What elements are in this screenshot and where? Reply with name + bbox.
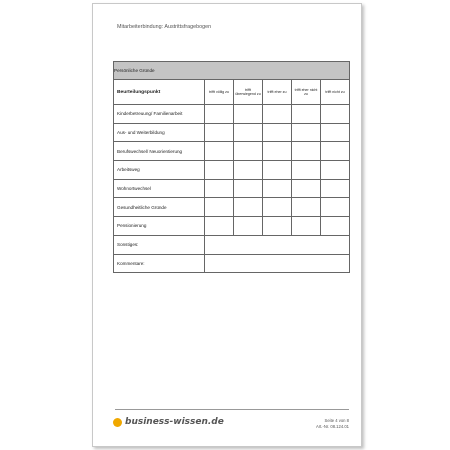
document-page bbox=[92, 3, 362, 447]
table-row bbox=[114, 142, 350, 161]
rating-cell[interactable] bbox=[263, 142, 292, 161]
rating-cell[interactable] bbox=[205, 198, 234, 217]
item-label: Pensionierung bbox=[114, 217, 205, 236]
rating-cell[interactable] bbox=[205, 105, 234, 124]
logo-text: business-wissen.de bbox=[125, 417, 224, 427]
item-label: Arbeitsweg bbox=[114, 161, 205, 180]
rating-cell[interactable] bbox=[321, 179, 350, 198]
sonstiges-field[interactable] bbox=[205, 235, 350, 254]
rating-cell[interactable] bbox=[321, 217, 350, 236]
rating-cell[interactable] bbox=[292, 123, 321, 142]
rating-cell[interactable] bbox=[263, 161, 292, 180]
rating-cell[interactable] bbox=[234, 105, 263, 124]
free-field-label: Kommentare: bbox=[114, 254, 205, 273]
column-header-option: trifft eher zu bbox=[263, 80, 292, 105]
kommentare-field[interactable] bbox=[205, 254, 350, 273]
rating-cell[interactable] bbox=[205, 161, 234, 180]
questionnaire-table bbox=[113, 61, 350, 273]
table-row bbox=[114, 254, 350, 273]
item-label: Wohnortwechsel bbox=[114, 179, 205, 198]
rating-cell[interactable] bbox=[205, 123, 234, 142]
item-label: Aus- und Weiterbildung bbox=[114, 123, 205, 142]
rating-cell[interactable] bbox=[234, 123, 263, 142]
table-row bbox=[114, 161, 350, 180]
column-header-option: trifft eher nicht zu bbox=[292, 80, 321, 105]
rating-cell[interactable] bbox=[234, 217, 263, 236]
column-header-option: trifft nicht zu bbox=[321, 80, 350, 105]
rating-cell[interactable] bbox=[234, 142, 263, 161]
rating-cell[interactable] bbox=[263, 105, 292, 124]
table-row bbox=[114, 217, 350, 236]
page-number: Seite 4 von 8 bbox=[324, 418, 349, 423]
rating-cell[interactable] bbox=[292, 217, 321, 236]
rating-cell[interactable] bbox=[321, 123, 350, 142]
column-header-option: trifft völlig zu bbox=[205, 80, 234, 105]
section-title: Persönliche Gründe bbox=[114, 62, 350, 80]
brand-logo bbox=[113, 416, 224, 428]
rating-cell[interactable] bbox=[292, 198, 321, 217]
item-label: Gesundheitliche Gründe bbox=[114, 198, 205, 217]
footer-divider bbox=[115, 409, 349, 410]
item-label: Berufswechsel/ Neuorientierung bbox=[114, 142, 205, 161]
rating-cell[interactable] bbox=[234, 198, 263, 217]
section-header-row bbox=[114, 62, 350, 80]
table-row bbox=[114, 198, 350, 217]
page-info bbox=[316, 418, 349, 430]
rating-cell[interactable] bbox=[205, 217, 234, 236]
rating-cell[interactable] bbox=[263, 217, 292, 236]
rating-cell[interactable] bbox=[205, 142, 234, 161]
table-row bbox=[114, 105, 350, 124]
rating-cell[interactable] bbox=[321, 105, 350, 124]
article-number: Art.-Nr. 08.124.01 bbox=[315, 424, 349, 429]
rating-cell[interactable] bbox=[205, 179, 234, 198]
rating-cell[interactable] bbox=[292, 179, 321, 198]
document-title: Mitarbeiterbindung: Austrittsfragebogen bbox=[117, 24, 212, 30]
item-label: Kinderbetreuung/ Familienarbeit bbox=[114, 105, 205, 124]
free-field-label: Sonstiges: bbox=[114, 235, 205, 254]
logo-dot-icon bbox=[113, 418, 122, 427]
table-row bbox=[114, 179, 350, 198]
rating-cell[interactable] bbox=[292, 161, 321, 180]
column-header-row bbox=[114, 80, 350, 105]
rating-cell[interactable] bbox=[292, 105, 321, 124]
rating-cell[interactable] bbox=[263, 123, 292, 142]
rating-cell[interactable] bbox=[321, 142, 350, 161]
rating-cell[interactable] bbox=[321, 161, 350, 180]
column-header-label: Beurteilungspunkt bbox=[114, 80, 205, 105]
rating-cell[interactable] bbox=[263, 198, 292, 217]
table-row bbox=[114, 123, 350, 142]
column-header-option: trifft überwiegend zu bbox=[234, 80, 263, 105]
rating-cell[interactable] bbox=[234, 179, 263, 198]
rating-cell[interactable] bbox=[292, 142, 321, 161]
rating-cell[interactable] bbox=[263, 179, 292, 198]
rating-cell[interactable] bbox=[321, 198, 350, 217]
rating-cell[interactable] bbox=[234, 161, 263, 180]
table-row bbox=[114, 235, 350, 254]
